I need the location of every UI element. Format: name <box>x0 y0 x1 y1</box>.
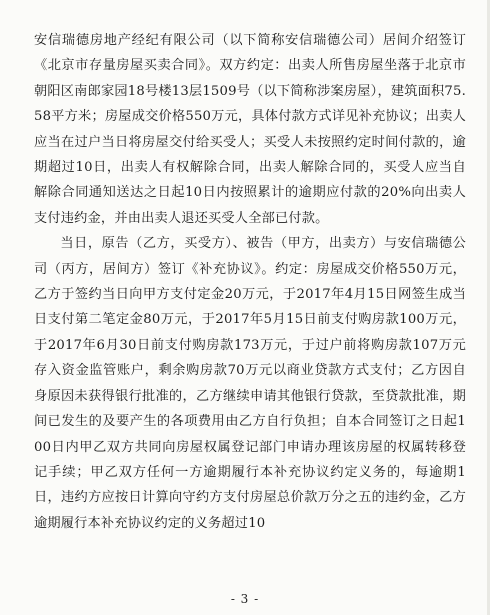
page-number: - 3 - <box>230 592 260 606</box>
paragraph-1: 安信瑞德房地产经纪有限公司（以下简称安信瑞德公司）居间介绍签订《北京市存量房屋买卖合同》。双方约定：出卖人所售房屋坐落于北京市朝阳区南郎家园18号楼13层1509号（以下简称涉案房屋），建筑面积75.58平方米；房屋成交价格550万元，具体付款方式详见补充协议；出卖人应当在过户当日将房屋交付给买受人；买受人未按照约定时间付款的，逾期超过10日，出卖人有权解除合同，出卖人解除合同的，买受人应当自解除合同通知送达之日起10日内按照累计的逾期应付款的20%向出卖人支付违约金，并由出卖人退还买受人全部已付款。 <box>34 33 466 226</box>
paragraph-2: 当日，原告（乙方，买受方）、被告（甲方，出卖方）与安信瑞德公司（丙方，居间方）签订《补充协议》。约定：房屋成交价格550万元，乙方于签约当日向甲方支付定金20万元，于2017年4月15日网签生成当日支付第二笔定金80万元，于2017年5月15日前支付购房款100万元，于2017年6月30日前支付购房款173万元，于过户前将购房款107万元存入资金监管账户，剩余购房款70万元以商业贷款方式支付；乙方因自身原因未获得银行批准的，乙方继续申请其他银行贷款，至贷款批准，期间已发生的及要产生的各项费用由乙方自行负担；自本合同签订之日起100日内甲乙双方共同向房屋权属登记部门申请办理该房屋的权属转移登记手续；甲乙双方任何一方逾期履行本补充协议约定义务的，每逾期1日，违约方应按日计算向守约方支付房屋总价款万分之五的违约金，乙方逾期履行本补充协议约定的义务超过10 <box>34 236 466 531</box>
document-body <box>34 28 466 536</box>
